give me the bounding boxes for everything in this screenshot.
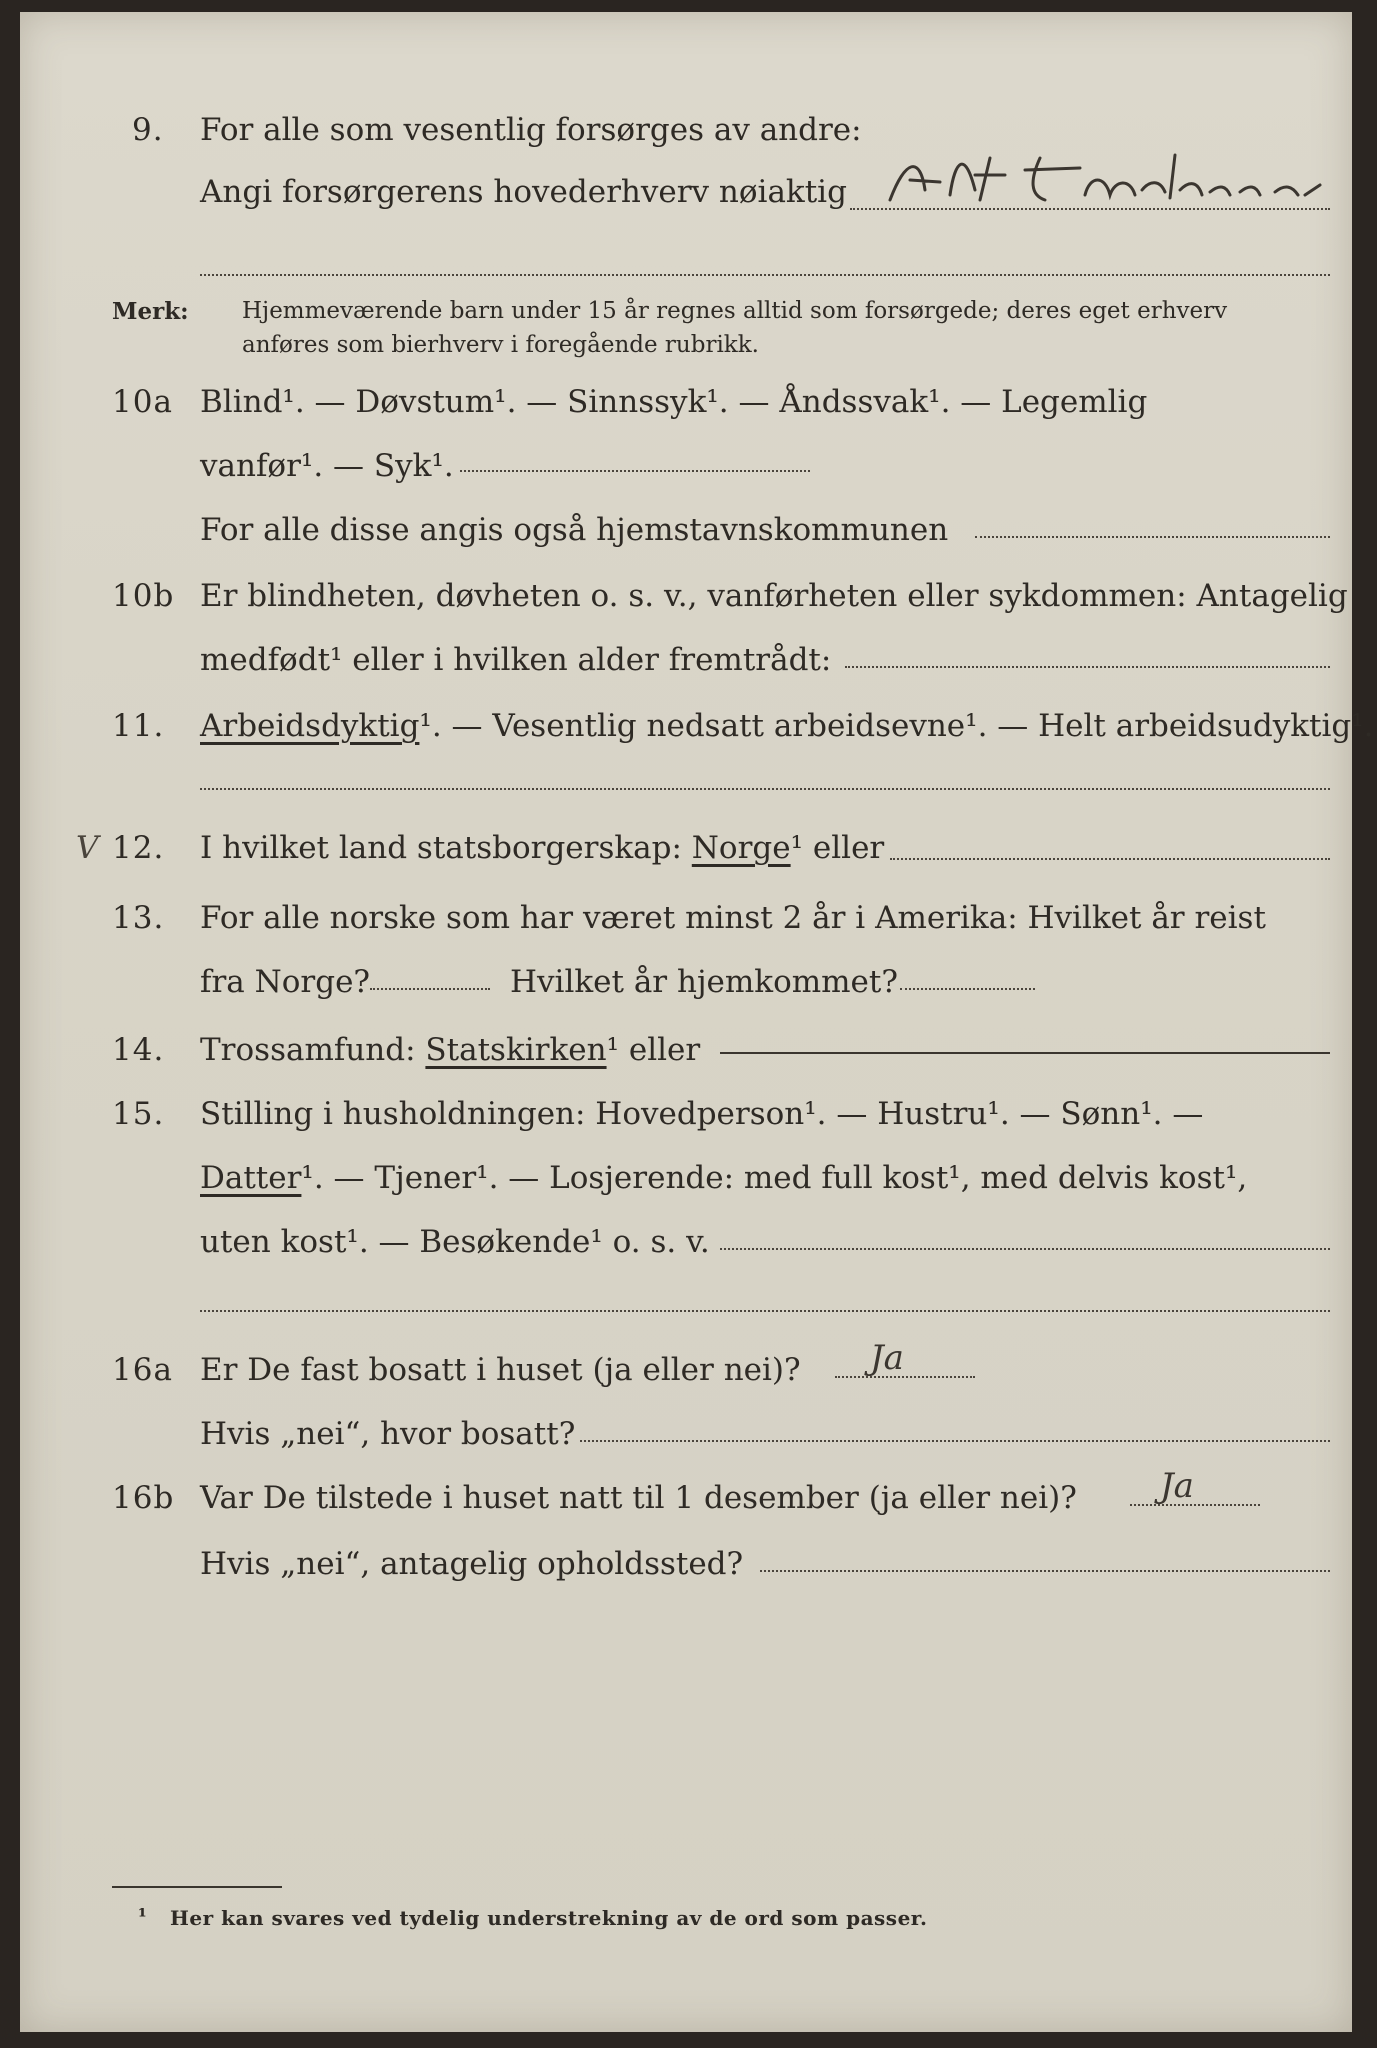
merk-label: Merk: xyxy=(112,298,189,325)
q13-line2b: Hvilket år hjemkommet? xyxy=(510,964,898,1000)
q16a-answer-field[interactable] xyxy=(835,1376,975,1378)
q9-handwritten-answer xyxy=(880,140,1340,216)
q9-line1: For alle som vesentlig forsørges av andre: xyxy=(200,112,862,148)
q12-margin-checkmark: V xyxy=(76,830,99,866)
q12-field[interactable] xyxy=(890,858,1330,860)
q15-number: 15. xyxy=(112,1096,165,1132)
q15-line2 xyxy=(200,1160,1247,1196)
q14-line xyxy=(200,1032,700,1068)
q13-line1: For alle norske som har været minst 2 år i Amerika: Hvilket år reist xyxy=(200,900,1266,936)
q10a-line3: For alle disse angis også hjemstavnskommunen xyxy=(200,512,949,548)
q14-text: Trossamfund: xyxy=(200,1032,416,1068)
q16a-line2: Hvis „nei“, hvor bosatt? xyxy=(200,1416,576,1452)
q11-option-selected[interactable]: Arbeidsdyktig xyxy=(200,708,420,744)
q16a-number: 16a xyxy=(112,1352,173,1388)
q9-number: 9. xyxy=(132,112,164,148)
q15-continuation-line[interactable] xyxy=(200,1310,1330,1312)
q10b-field[interactable] xyxy=(845,666,1330,668)
q16b-answer-field[interactable] xyxy=(1130,1504,1260,1506)
q12-option-selected[interactable]: Norge xyxy=(691,830,791,866)
q12-number: 12. xyxy=(112,830,165,866)
q11-rest: ¹. — Vesentlig nedsatt arbeidsevne¹. — Helt arbeidsudyktig¹. xyxy=(419,708,1374,744)
footnote-divider xyxy=(112,1886,282,1888)
q10b-number: 10b xyxy=(112,578,175,614)
q11-continuation-line[interactable] xyxy=(200,788,1330,790)
q16a-line1: Er De fast bosatt i huset (ja eller nei)? xyxy=(200,1352,801,1388)
q11-number: 11. xyxy=(112,708,165,744)
q16a-where-field[interactable] xyxy=(580,1440,1330,1442)
q15-line2-rest: ¹. — Tjener¹. — Losjerende: med full kost¹, med delvis kost¹, xyxy=(301,1160,1248,1196)
merk-line1: Hjemmeværende barn under 15 år regnes alltid som forsørgede; deres eget erhverv xyxy=(242,298,1228,324)
q13-year-left-field[interactable] xyxy=(370,988,490,990)
q12-rest: ¹ eller xyxy=(790,830,885,866)
q16b-line1: Var De tilstede i huset natt til 1 desember (ja eller nei)? xyxy=(200,1480,1077,1516)
q15-option-selected[interactable]: Datter xyxy=(200,1160,302,1196)
q16b-number: 16b xyxy=(112,1480,175,1516)
q14-rest: ¹ eller xyxy=(606,1032,701,1068)
q16b-place-field[interactable] xyxy=(760,1570,1330,1572)
q9-line2: Angi forsørgerens hovederhverv nøiaktig xyxy=(200,174,847,210)
q9-continuation-line[interactable] xyxy=(200,274,1330,276)
q15-line3: uten kost¹. — Besøkende¹ o. s. v. xyxy=(200,1224,710,1260)
footnote-mark: ¹ xyxy=(138,1904,147,1928)
q10a-number: 10a xyxy=(112,384,173,420)
q14-option-selected[interactable]: Statskirken xyxy=(425,1032,607,1068)
q13-number: 13. xyxy=(112,900,165,936)
q13-year-returned-field[interactable] xyxy=(900,988,1035,990)
q14-field[interactable] xyxy=(720,1052,1330,1054)
q12-line xyxy=(200,830,884,866)
q16b-handwritten-answer: Ja xyxy=(1160,1466,1194,1506)
form-page xyxy=(20,12,1374,2032)
q12-text: I hvilket land statsborgerskap: xyxy=(200,830,682,866)
q10a-line2-field[interactable] xyxy=(460,470,810,472)
q15-line1: Stilling i husholdningen: Hovedperson¹. — Hustru¹. — Sønn¹. — xyxy=(200,1096,1204,1132)
q10b-line1: Er blindheten, døvheten o. s. v., vanførheten eller sykdommen: Antagelig xyxy=(200,578,1348,614)
q16a-handwritten-answer: Ja xyxy=(870,1338,904,1378)
q16b-line2: Hvis „nei“, antagelig opholdssted? xyxy=(200,1546,744,1582)
q11-line xyxy=(200,708,1374,744)
footnote-text: Her kan svares ved tydelig understrekning av de ord som passer. xyxy=(170,1906,928,1930)
q9-answer-text xyxy=(1120,162,1130,163)
q10a-line3-field[interactable] xyxy=(975,536,1330,538)
q15-field[interactable] xyxy=(720,1248,1330,1250)
merk-line2: anføres som bierhverv i foregående rubrikk. xyxy=(242,332,759,358)
q14-number: 14. xyxy=(112,1032,165,1068)
q10a-line1: Blind¹. — Døvstum¹. — Sinnssyk¹. — Åndssvak¹. — Legemlig xyxy=(200,384,1148,420)
q10a-line2: vanfør¹. — Syk¹. xyxy=(200,448,454,484)
q13-line2a: fra Norge? xyxy=(200,964,371,1000)
q10b-line2: medfødt¹ eller i hvilken alder fremtrådt: xyxy=(200,642,832,678)
